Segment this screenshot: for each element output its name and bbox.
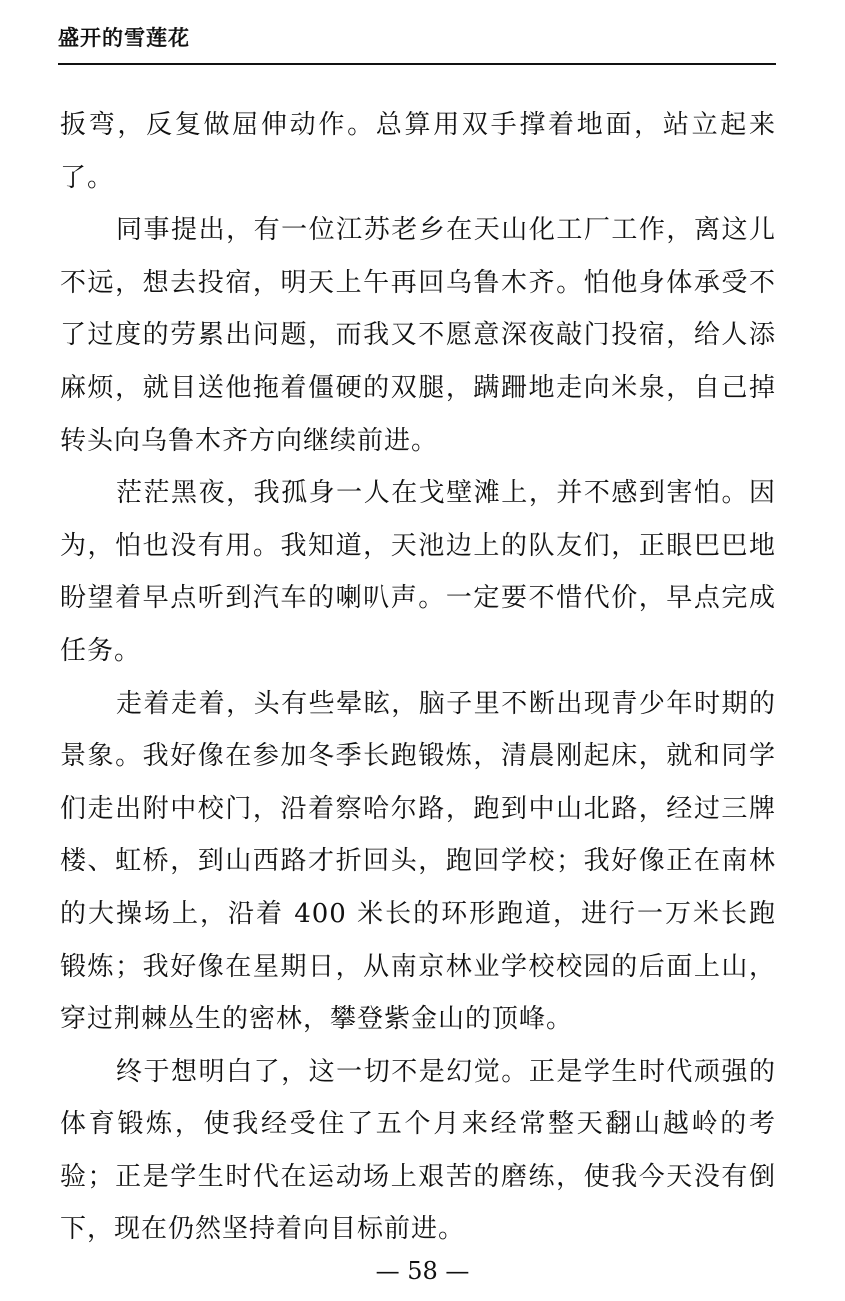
- paragraph: 同事提出，有一位江苏老乡在天山化工厂工作，离这儿不远，想去投宿，明天上午再回乌鲁木齐。怕他身体承受不了过度的劳累出问题，而我又不愿意深夜敲门投宿，给人添麻烦，就目送他拖着僵硬的双腿，蹒跚地走向米泉，自己掉转头向乌鲁木齐方向继续前进。: [60, 215, 776, 456]
- paragraph: 终于想明白了，这一切不是幻觉。正是学生时代顽强的体育锻炼，使我经受住了五个月来经常整天翻山越岭的考验；正是学生时代在运动场上艰苦的磨练，使我今天没有倒下，现在仍然坚持着向目标前进。: [60, 1056, 776, 1245]
- page-number: — 58 —: [375, 1257, 470, 1285]
- running-head-title: 盛开的雪莲花: [58, 26, 190, 50]
- paragraph: 茫茫黑夜，我孤身一人在戈壁滩上，并不感到害怕。因为，怕也没有用。我知道，天池边上的队友们，正眼巴巴地盼望着早点听到汽车的喇叭声。一定要不惜代价，早点完成任务。: [60, 478, 776, 666]
- header-rule: [58, 63, 776, 65]
- body-text: [60, 99, 776, 1256]
- paragraph: 走着走着，头有些晕眩，脑子里不断出现青少年时期的景象。我好像在参加冬季长跑锻炼，清晨刚起床，就和同学们走出附中校门，沿着察哈尔路，跑到中山北路，经过三牌楼、虹桥，到山西路才折回头，跑回学校；我好像正在南林的大操场上，沿着 400 米长的环形跑道，进行一万米长跑锻炼；我好像在星期日，从南京林业学校校园的后面上山，穿过荆棘丛生的密林，攀登紫金山的顶峰。: [60, 688, 776, 1035]
- paragraph-continued: 扳弯，反复做屈伸动作。总算用双手撑着地面，站立起来了。: [60, 110, 776, 193]
